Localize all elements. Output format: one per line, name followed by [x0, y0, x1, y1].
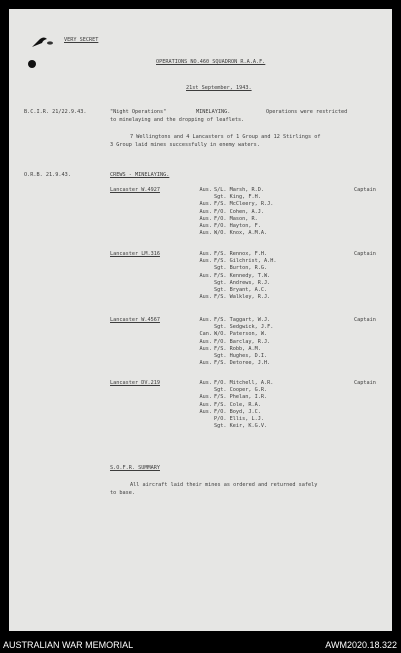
crew-row — [110, 394, 394, 401]
aircraft-label: Lancaster LM.316 — [110, 250, 160, 257]
crew-nationality: Aus. — [199, 394, 212, 401]
crew-row — [110, 360, 394, 367]
crew-block — [110, 186, 394, 237]
crew-name: F/S. Phelan, I.R. — [214, 394, 268, 401]
crew-name: Sgt. Cooper, G.R. — [214, 386, 268, 393]
aircraft-label: Lancaster W.4927 — [110, 186, 160, 193]
crew-role: Captain — [354, 250, 376, 257]
crew-nationality: Aus. — [199, 408, 212, 415]
crew-row — [110, 345, 394, 352]
crew-nationality: Aus. — [199, 316, 212, 323]
crew-nationality: Aus. — [199, 345, 212, 352]
crew-row — [110, 294, 394, 301]
crew-name: Sgt. Hughes, D.I. — [214, 353, 268, 360]
crew-nationality: Aus. — [199, 186, 212, 193]
crew-nationality: Aus. — [199, 230, 212, 237]
crew-nationality: Aus. — [199, 223, 212, 230]
crew-role: Captain — [354, 186, 376, 193]
crews-heading: CREWS - MINELAYING. — [110, 172, 170, 178]
crew-nationality: Aus. — [199, 250, 212, 257]
crew-row — [110, 352, 394, 359]
crew-nationality: Aus. — [199, 257, 212, 264]
crew-name: F/S. McCleery, R.J. — [214, 201, 274, 208]
crew-row — [110, 331, 394, 338]
crew-nationality: Aus. — [199, 208, 212, 215]
bcir-reference: B.C.I.R. 21/22.9.43. — [24, 109, 87, 115]
crew-row — [110, 379, 394, 386]
crew-name: F/O. Hayton, F. — [214, 223, 261, 230]
crew-name: Sgt. Sedgwick, J.F. — [214, 323, 274, 330]
crew-nationality: Aus. — [199, 360, 212, 367]
crew-row — [110, 215, 394, 222]
crew-row — [110, 208, 394, 215]
night-ops-label: "Night Operations" — [110, 109, 167, 115]
ops-text-1: Operations were restricted — [266, 109, 348, 115]
crew-nationality: Aus. — [199, 379, 212, 386]
document-date: 21st September, 1943. — [186, 85, 252, 91]
sofr-line-1: All aircraft laid their mines as ordered and returned safely — [130, 482, 318, 488]
crew-row — [110, 286, 394, 293]
crew-name: F/S. Kennedy, T.W. — [214, 272, 271, 279]
crew-row — [110, 222, 394, 229]
crew-name: P/O. Ellis, L.J. — [214, 416, 264, 423]
ink-mark-icon — [31, 35, 53, 49]
crew-name: F/O. Mason, R. — [214, 215, 258, 222]
footer-institution: AUSTRALIAN WAR MEMORIAL — [3, 640, 134, 650]
crew-name: S/L. Marsh, R.D. — [214, 186, 264, 193]
crew-row — [110, 408, 394, 415]
crew-name: F/S. Gilchrist, A.H. — [214, 257, 277, 264]
crew-name: F/S. Cole, R.A. — [214, 401, 261, 408]
crew-name: F/O. Barclay, R.J. — [214, 338, 271, 345]
aircraft-label: Lancaster DV.219 — [110, 379, 160, 386]
ops-text-2: to minelaying and the dropping of leaflets. — [110, 117, 245, 123]
minelaying-label: MINELAYING. — [196, 109, 231, 115]
crew-block — [110, 250, 394, 301]
crew-row — [110, 193, 394, 200]
crew-name: Sgt. Burton, R.G. — [214, 265, 268, 272]
summary-line-1: 7 Wellingtons and 4 Lancasters of 1 Group and 12 Stirlings of — [130, 134, 321, 140]
crew-nationality: Aus. — [199, 401, 212, 408]
crew-role: Captain — [354, 316, 376, 323]
crew-row — [110, 250, 394, 257]
crew-name: W/O. Knox, A.M.A. — [214, 230, 268, 237]
crew-name: F/S. Robb, A.M. — [214, 345, 261, 352]
crew-nationality: Can. — [199, 331, 212, 338]
crew-row — [110, 186, 394, 193]
crew-name: Sgt. Keir, K.G.V. — [214, 423, 268, 430]
punch-hole — [28, 60, 36, 68]
crew-name: F/S. Rennox, F.H. — [214, 250, 268, 257]
crew-block — [110, 379, 394, 430]
crew-name: Sgt. King, F.H. — [214, 193, 261, 200]
crew-row — [110, 230, 394, 237]
crew-name: F/S. Detoree, J.H. — [214, 360, 271, 367]
crew-row — [110, 423, 394, 430]
crew-row — [110, 386, 394, 393]
crew-nationality: Aus. — [199, 338, 212, 345]
crew-name: F/S. Taggart, W.J. — [214, 316, 271, 323]
footer-accession: AWM2020.18.322 — [325, 640, 397, 650]
document-title: OPERATIONS NO.460 SQUADRON R.A.A.F. — [156, 59, 266, 65]
orb-reference: O.R.B. 21.9.43. — [24, 172, 71, 178]
crew-row — [110, 279, 394, 286]
crew-name: Sgt. Andrews, R.J. — [214, 279, 271, 286]
crew-nationality: Aus. — [199, 272, 212, 279]
crew-name: Sgt. Bryant, A.C. — [214, 287, 268, 294]
crew-row — [110, 323, 394, 330]
crew-name: W/O. Paterson, W. — [214, 331, 268, 338]
crew-row — [110, 257, 394, 264]
crew-row — [110, 316, 394, 323]
classification-label: VERY SECRET — [64, 37, 99, 43]
sofr-line-2: to base. — [110, 490, 135, 496]
crew-role: Captain — [354, 379, 376, 386]
crew-row — [110, 415, 394, 422]
crew-row — [110, 401, 394, 408]
crew-row — [110, 272, 394, 279]
sofr-heading: S.O.F.R. SUMMARY — [110, 465, 160, 471]
crew-nationality: Aus. — [199, 201, 212, 208]
crew-nationality: Aus. — [199, 294, 212, 301]
crew-row — [110, 201, 394, 208]
crew-name: F/O. Cohen, A.J. — [214, 208, 264, 215]
crew-row — [110, 265, 394, 272]
crew-name: F/O. Boyd, J.C. — [214, 408, 261, 415]
crew-block — [110, 316, 394, 367]
crew-name: F/O. Mitchell, A.R. — [214, 379, 274, 386]
crew-name: F/S. Walkley, R.J. — [214, 294, 271, 301]
crew-nationality: Aus. — [199, 215, 212, 222]
summary-line-2: 3 Group laid mines successfully in enemy waters. — [110, 142, 260, 148]
aircraft-label: Lancaster W.4567 — [110, 316, 160, 323]
crew-row — [110, 338, 394, 345]
